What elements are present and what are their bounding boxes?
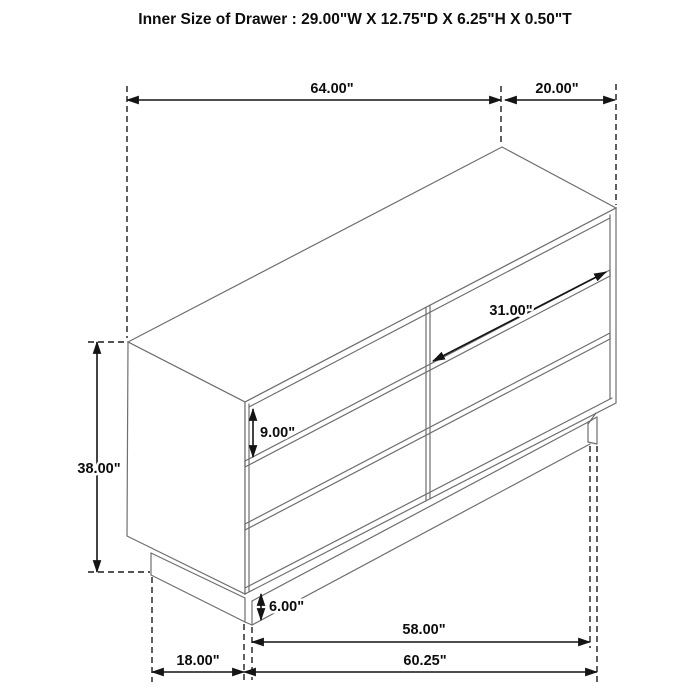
dimension-label: 6.00" xyxy=(269,599,305,615)
dimension-label: 18.00" xyxy=(176,653,220,669)
dimension-label: 38.00" xyxy=(77,461,121,477)
dimension-label: 64.00" xyxy=(310,81,354,97)
dresser-drawing xyxy=(127,147,616,625)
dimension-label: 58.00" xyxy=(402,622,446,638)
dimension-side-floor-depth xyxy=(152,653,244,672)
dimension-label: 9.00" xyxy=(260,425,296,441)
dimension-label: 31.00" xyxy=(489,303,533,319)
dimension-base-width xyxy=(252,622,590,642)
plinth-corner-bottom xyxy=(245,622,252,625)
dimension-label: 60.25" xyxy=(403,653,447,669)
dimension-label: 20.00" xyxy=(535,81,579,97)
dimension-overall-height xyxy=(77,342,120,572)
page-title: Inner Size of Drawer : 29.00"W X 12.75"D X 6.25"H X 0.50"T xyxy=(138,11,572,28)
dimension-top-width xyxy=(127,81,501,100)
dimension-bottom-width xyxy=(244,653,597,672)
dimension-top-depth xyxy=(505,81,615,100)
